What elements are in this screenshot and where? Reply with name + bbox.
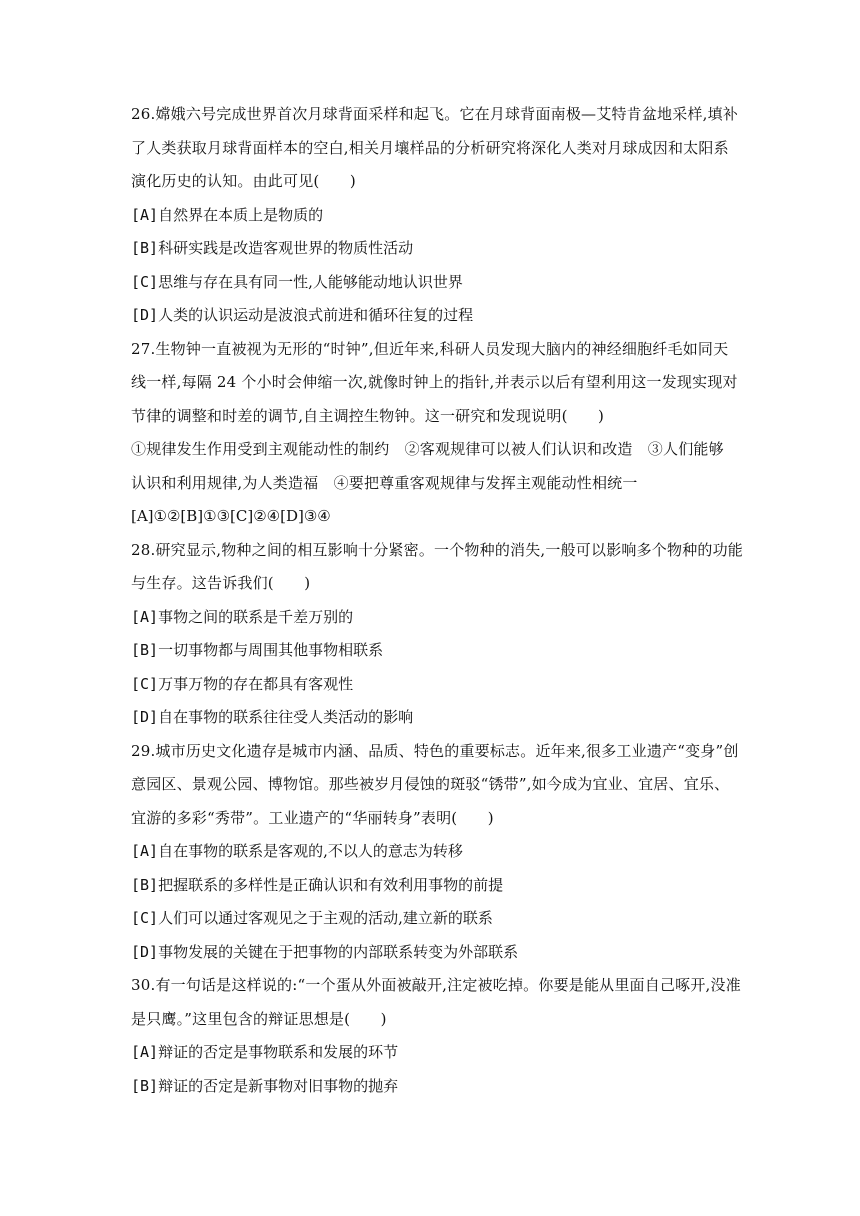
question-27-line-5: 认识和利用规律,为人类造福 ④要把尊重客观规律与发挥主观能动性相统一 [131,473,638,492]
option-key: [C] [131,674,159,693]
question-29-line-3: 宜游的多彩“秀带”。工业遗产的“华丽转身”表明( ) [131,808,494,827]
question-27-line-3: 节律的调整和时差的调节,自主调控生物钟。这一研究和发现说明( ) [131,406,605,425]
option-text: 自在事物的联系往往受人类活动的影响 [158,708,414,726]
option-text: 一切事物都与周围其他事物相联系 [158,641,384,659]
option-key: [B] [131,641,159,659]
question-29-line-2: 意园区、景观公园、博物馆。那些被岁月侵蚀的斑驳“锈带”,如今成为宜业、宜居、宜乐、 [131,775,730,793]
question-28-option-c [131,673,731,707]
question-28 [131,539,743,740]
question-26-line-2: 了人类获取月球背面样本的空白,相关月壤样品的分析研究将深化人类对月球成因和太阳系 [131,138,729,157]
option-key: [B] [131,239,159,257]
question-29-option-b [131,874,731,908]
option-key: [C] [131,909,159,927]
option-text: 自然界在本质上是物质的 [158,205,324,224]
option-key: [B] [131,875,159,894]
document-page [131,103,743,1108]
option-text: 辩证的否定是新事物对旧事物的抛弃 [158,1076,399,1095]
question-27-line-4: ①规律发生作用受到主观能动性的制约 ②客观规律可以被人们认识和改造 ③人们能够 [131,440,724,458]
question-29-option-c [131,907,731,941]
question-28-line-2: 与生存。这告诉我们( ) [131,574,311,592]
option-text: 人们可以通过客观见之于主观的活动,建立新的联系 [158,909,493,927]
option-text: 自在事物的联系是客观的,不以人的意志为转移 [158,842,463,860]
option-key: [B] [131,1076,159,1095]
question-30 [131,974,741,1108]
question-29-option-d [131,941,731,975]
question-29 [131,740,739,975]
question-26-line-1: 26.嫦娥六号完成世界首次月球背面采样和起飞。它在月球背面南极—艾特肯盆地采样,填补 [131,105,739,123]
question-30-option-a [131,1041,731,1075]
option-key: [C] [131,272,159,291]
question-28-option-b [131,639,731,673]
option-text: 科研实践是改造客观世界的物质性活动 [158,239,414,257]
option-text: 思维与存在具有同一性,人能够能动地认识世界 [158,272,463,291]
question-26-option-a [131,204,731,238]
question-30-line-2: 是只鹰。”这里包含的辩证思想是( ) [131,1009,387,1028]
question-28-option-d [131,706,731,740]
option-key: [A] [131,205,159,224]
option-text: 事物发展的关键在于把事物的内部联系转变为外部联系 [158,942,519,961]
option-key: [D] [131,942,159,961]
question-26-option-d [131,304,731,338]
option-text: 万事万物的存在都具有客观性 [158,674,354,693]
option-text: 把握联系的多样性是正确认识和有效利用事物的前提 [158,875,504,894]
option-key: [D] [131,708,159,726]
question-30-option-b [131,1075,731,1109]
question-26-option-b [131,237,731,271]
question-28-option-a [131,606,731,640]
question-27-options: [A]①②[B]①③[C]②④[D]③④ [131,507,331,525]
option-key: [A] [131,607,159,626]
option-key: [A] [131,842,159,860]
question-29-line-1: 29.城市历史文化遗存是城市内涵、品质、特色的重要标志。近年来,很多工业遗产“变身”创 [131,741,739,760]
question-27-line-2: 线一样,每隔 24 个小时会伸缩一次,就像时钟上的指针,并表示以后有望利用这一发现实现对 [131,373,738,391]
question-29-option-a [131,840,731,874]
option-text: 辩证的否定是事物联系和发展的环节 [158,1043,399,1061]
option-key: [D] [131,306,159,324]
question-27 [131,338,738,539]
question-26-option-c [131,271,731,305]
option-text: 人类的认识运动是波浪式前进和循环往复的过程 [158,306,474,324]
question-30-line-1: 30.有一句话是这样说的:“一个蛋从外面被敲开,注定被吃掉。你要是能从里面自己啄开,没准 [131,976,741,994]
option-text: 事物之间的联系是千差万别的 [158,607,354,626]
question-26-line-3: 演化历史的认知。由此可见( ) [131,172,356,190]
question-28-line-1: 28.研究显示,物种之间的相互影响十分紧密。一个物种的消失,一般可以影响多个物种的功能 [131,540,743,559]
option-key: [A] [131,1043,159,1061]
question-26 [131,103,739,338]
question-27-line-1: 27.生物钟一直被视为无形的“时钟”,但近年来,科研人员发现大脑内的神经细胞纤毛如同天 [131,339,729,358]
